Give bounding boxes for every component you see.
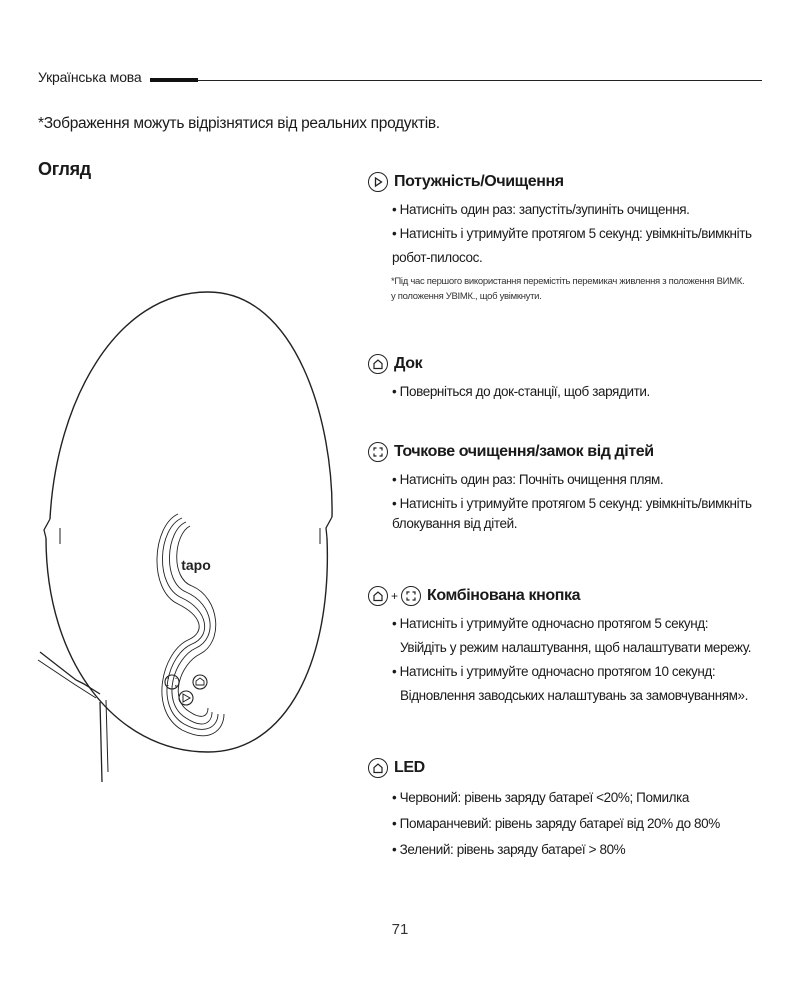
power-note-2: у положення УВІМК., щоб увімкнути. [391,291,542,302]
section-power [368,170,778,304]
spot-line-1: • Натисніть один раз: Почніть очищення плям. [392,472,664,487]
section-dock [368,352,778,402]
plus-sign: + [391,589,399,603]
spot-clean-icon [368,442,388,462]
spot-line-2: • Натисніть і утримуйте протягом 5 секунд: увімкніть/вимкніть [392,496,752,511]
spot-line-3: блокування від дітей. [392,516,518,531]
home-icon [368,758,388,778]
robot-vacuum-illustration [36,282,352,802]
section-combo [368,584,778,706]
combo-line-4: Відновлення заводських налаштувань за замовчуванням». [400,688,749,703]
section-led [368,756,778,860]
power-line-1: • Натисніть один раз: запустіть/зупиніть очищення. [392,202,690,217]
header-rule [150,80,762,81]
combo-line-3: • Натисніть і утримуйте одночасно протягом 10 секунд: [392,664,716,679]
combo-line-1: • Натисніть і утримуйте одночасно протягом 5 секунд: [392,616,709,631]
dock-title: Док [394,355,423,372]
power-note-1: *Під час першого використання перемістіть перемикач живлення з положення ВИМК. [391,276,745,287]
home-icon [368,586,388,606]
led-line-1: • Червоний: рівень заряду батареї <20%; Помилка [392,790,689,805]
section-spot [368,440,778,534]
power-line-2: • Натисніть і утримуйте протягом 5 секунд: увімкніть/вимкніть [392,226,752,241]
spot-clean-icon [401,586,421,606]
power-title: Потужність/Очищення [394,173,564,190]
play-icon [368,172,388,192]
home-icon [368,354,388,374]
page-number: 71 [391,921,409,938]
disclaimer: *Зображення можуть відрізнятися від реальних продуктів. [38,115,440,132]
led-line-3: • Зелений: рівень заряду батареї > 80% [392,842,626,857]
language-label: Українська мова [38,69,142,85]
dock-line-1: • Поверніться до док-станції, щоб зарядити. [392,384,650,399]
spot-title: Точкове очищення/замок від дітей [394,443,654,460]
header-rule-accent [150,78,198,82]
led-title: LED [394,759,425,776]
led-line-2: • Помаранчевий: рівень заряду батареї від 20% до 80% [392,816,720,831]
tapo-logo: tapo [181,557,211,573]
combo-line-2: Увійдіть у режим налаштування, щоб налаштувати мережу. [400,640,752,655]
power-line-3: робот-пилосос. [392,250,483,265]
combo-title: Комбінована кнопка [427,587,581,604]
overview-title: Огляд [38,159,91,179]
